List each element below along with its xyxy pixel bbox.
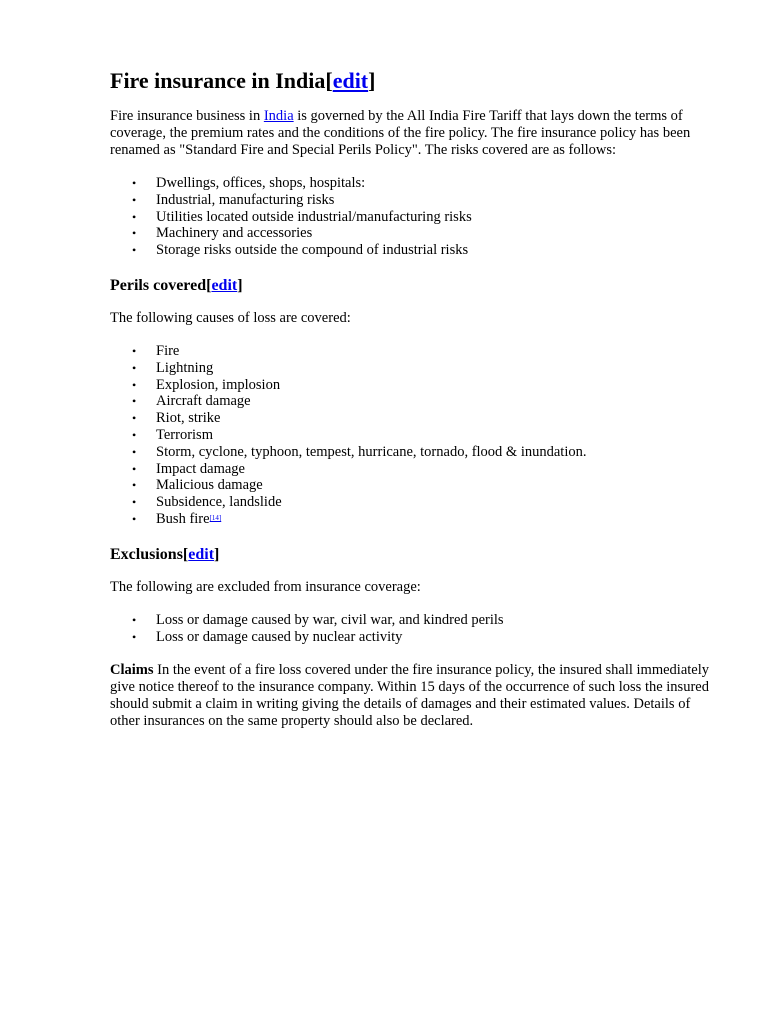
list-item-text: Riot, strike	[156, 410, 221, 427]
bullet-icon: •	[132, 226, 137, 241]
list-item	[132, 242, 710, 259]
exclusions-intro: The following are excluded from insurance coverage:	[110, 578, 421, 595]
list-item-text: Storm, cyclone, typhoon, tempest, hurricane, tornado, flood & inundation.	[156, 443, 587, 460]
perils-intro: The following causes of loss are covered:	[110, 309, 351, 326]
intro-paragraph	[110, 108, 710, 159]
bracket-close: ]	[237, 276, 243, 294]
list-item-text: Loss or damage caused by nuclear activity	[156, 628, 403, 645]
list-item	[132, 494, 710, 511]
list-item-text: Loss or damage caused by war, civil war, and kindred perils	[156, 611, 504, 628]
list-item-text: Lightning	[156, 359, 214, 376]
india-link[interactable]: India	[263, 108, 294, 124]
list-item	[132, 611, 710, 629]
list-item	[132, 510, 710, 528]
list-item-text: Terrorism	[156, 426, 213, 443]
bullet-icon: •	[132, 394, 137, 409]
perils-edit-link[interactable]: edit	[211, 276, 238, 294]
bullet-icon: •	[132, 360, 137, 375]
bullet-icon: •	[132, 192, 137, 207]
list-item	[132, 376, 710, 394]
bullet-icon: •	[132, 427, 137, 442]
list-item	[132, 191, 710, 209]
reference-link[interactable]: [14]	[209, 513, 222, 522]
reference-superscript	[210, 514, 222, 522]
list-item	[132, 628, 710, 646]
bullet-icon: •	[132, 176, 137, 190]
exclusions-list	[110, 612, 710, 646]
list-item-text: Aircraft damage	[156, 393, 251, 410]
bracket-open: [	[182, 545, 189, 563]
perils-heading	[110, 276, 710, 296]
intro-text-after: is governed by the All India Fire Tariff that lays down the terms of coverage, the premium rates and the conditions of the fire policy. The fire insurance policy has been renamed as "Standard Fire and Special Perils Policy". The risks covered are as follows:	[110, 108, 691, 158]
bullet-icon: •	[132, 411, 137, 426]
bullet-icon: •	[132, 511, 137, 526]
exclusions-edit-link[interactable]: edit	[188, 545, 215, 563]
list-item	[132, 225, 710, 242]
risks-list	[110, 175, 710, 259]
list-item	[132, 410, 710, 427]
list-item-text: Utilities located outside industrial/manufacturing risks	[156, 208, 472, 225]
list-item-text: Explosion, implosion	[156, 376, 281, 393]
claims-paragraph	[110, 662, 710, 730]
bracket-close: ]	[214, 545, 220, 563]
exclusions-heading	[110, 545, 710, 565]
document-page	[110, 66, 710, 730]
list-item	[132, 393, 710, 410]
list-item-text: Fire	[156, 342, 180, 359]
bracket-open: [	[325, 68, 333, 93]
claims-text: In the event of a fire loss covered under the fire insurance policy, the insured shall immediately give notice thereof to the insurance company. Within 15 days of the occurrence of such loss the insured should submit a claim in writing giving the details of damages and their estimated values. Details of other insurances on the same property should also be declared.	[110, 662, 710, 730]
bullet-icon: •	[132, 343, 137, 358]
exclusions-heading-text: Exclusions	[110, 545, 183, 563]
list-item	[132, 426, 710, 444]
bracket-open: [	[206, 276, 212, 294]
bullet-icon: •	[132, 243, 137, 258]
list-item-text: Dwellings, offices, shops, hospitals:	[156, 175, 366, 191]
list-item	[132, 359, 710, 377]
bullet-icon: •	[132, 612, 137, 627]
list-item	[132, 460, 710, 478]
list-item	[132, 443, 710, 461]
page-title-text: Fire insurance in India	[110, 68, 326, 93]
claims-label: Claims	[110, 662, 154, 679]
list-item-text: Impact damage	[156, 460, 245, 477]
intro-text-before: Fire insurance business in	[110, 108, 264, 124]
list-item-text: Industrial, manufacturing risks	[156, 191, 335, 208]
bullet-icon: •	[132, 444, 137, 459]
title-edit-link[interactable]: edit	[332, 68, 369, 93]
bullet-icon: •	[132, 495, 137, 510]
list-item	[132, 175, 710, 192]
list-item	[132, 477, 710, 494]
list-item	[132, 208, 710, 226]
list-item-text: Malicious damage	[156, 477, 263, 494]
bullet-icon: •	[132, 478, 137, 493]
bullet-icon: •	[132, 461, 137, 476]
list-item-text: Bush fire	[156, 510, 210, 527]
list-item-text: Machinery and accessories	[156, 225, 313, 242]
bullet-icon: •	[132, 629, 137, 644]
perils-heading-text: Perils covered	[110, 276, 207, 294]
bracket-close: ]	[368, 68, 376, 93]
list-item-text: Subsidence, landslide	[156, 494, 282, 511]
list-item	[132, 342, 710, 360]
bullet-icon: •	[132, 209, 137, 224]
bullet-icon: •	[132, 377, 137, 392]
perils-list	[110, 343, 710, 528]
page-title	[110, 66, 710, 96]
list-item-text: Storage risks outside the compound of industrial risks	[156, 242, 469, 259]
